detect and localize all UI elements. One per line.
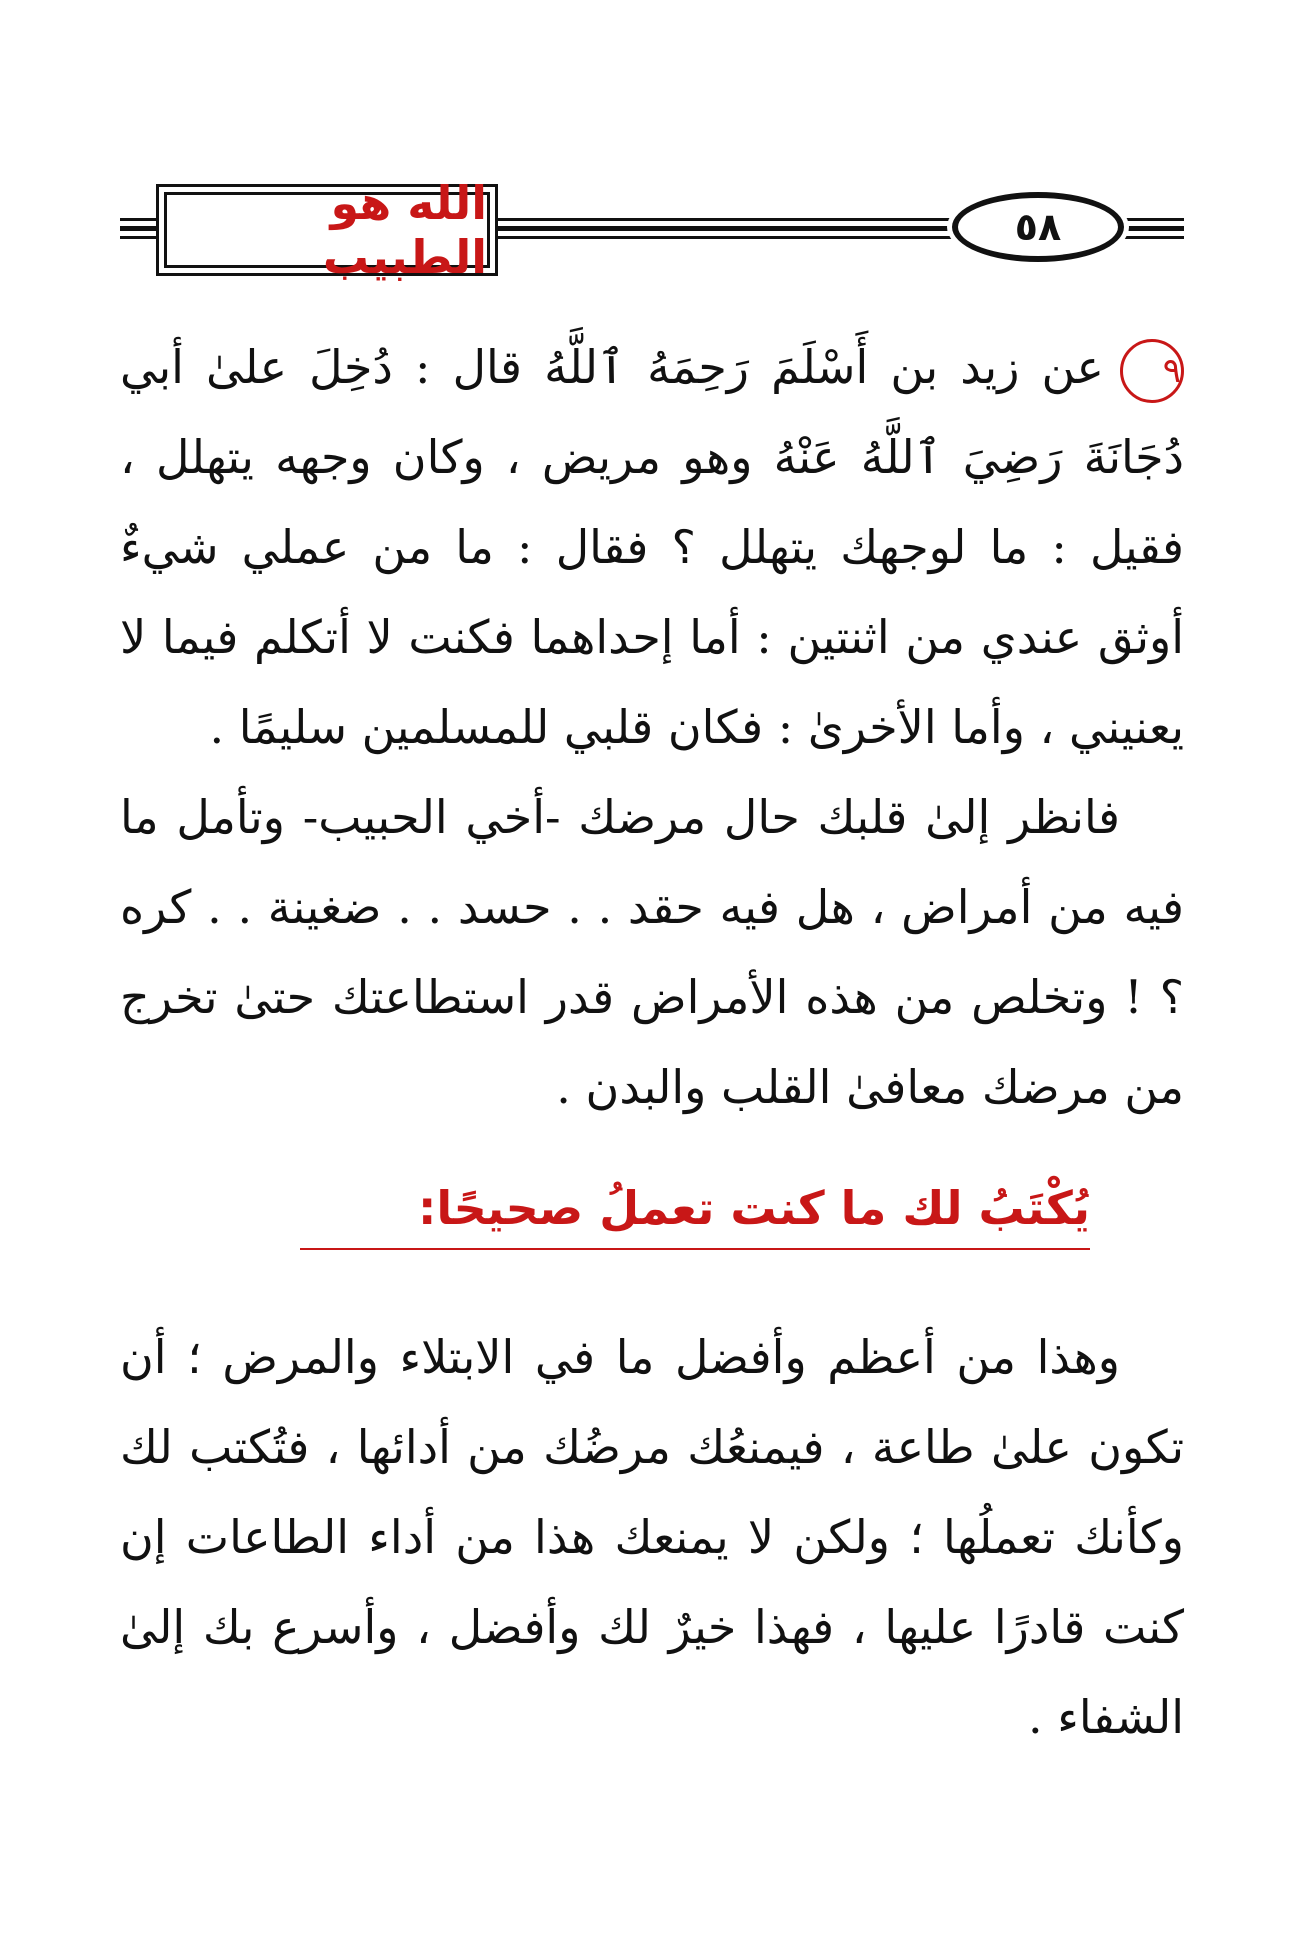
paragraph-hadith: [120, 322, 1184, 772]
item-number-circle: ٩: [1120, 339, 1184, 403]
paragraph-reward: وهذا من أعظم وأفضل ما في الابتلاء والمرض ؛ أن تكون علىٰ طاعة ، فيمنعُك مرضُك من أدائها ، فتُكتب لك وكأنك تعملُها ؛ ولكن لا يمنعك هذا من أداء الطاعات إن كنت قادرًا عليها ، فهذا خيرٌ لك وأفضل ، وأسرع بك إلىٰ الشفاء .: [120, 1330, 1184, 1744]
page-header: [120, 176, 1184, 284]
section-subheading: يُكْتَبُ لك ما كنت تعملُ صحيحًا:: [418, 1181, 1090, 1235]
running-title-box: [164, 176, 490, 284]
subheading-underline: [300, 1248, 1090, 1250]
paragraph-hadith-text: عن زيد بن أَسْلَمَ رَحِمَهُ ٱللَّهُ قال : دُخِلَ علىٰ أبي دُجَانَةَ رَضِيَ ٱللَّهُ عَنْهُ وهو مريض ، وكان وجهه يتهلل ، فقيل : ما لوجهك يتهلل ؟ فقال : ما من عملي شيءٌ أوثق عندي من اثنتين : أما إحداهما فكنت لا أتكلم فيما لا يعنيني ، وأما الأخرىٰ : فكان قلبي للمسلمين سليمًا .: [120, 340, 1184, 754]
page-number: ٥٨: [1014, 205, 1062, 249]
page-number-oval: [952, 192, 1124, 262]
running-title: الله هو الطبيب: [322, 176, 487, 284]
paragraph-reflection: فانظر إلىٰ قلبك حال مرضك -أخي الحبيب- وتأمل ما فيه من أمراض ، هل فيه حقد . . حسد . . ضغينة . . كره ؟ ! وتخلص من هذه الأمراض قدر استطاعتك حتىٰ تخرج من مرضك معافىٰ القلب والبدن .: [120, 790, 1184, 1114]
